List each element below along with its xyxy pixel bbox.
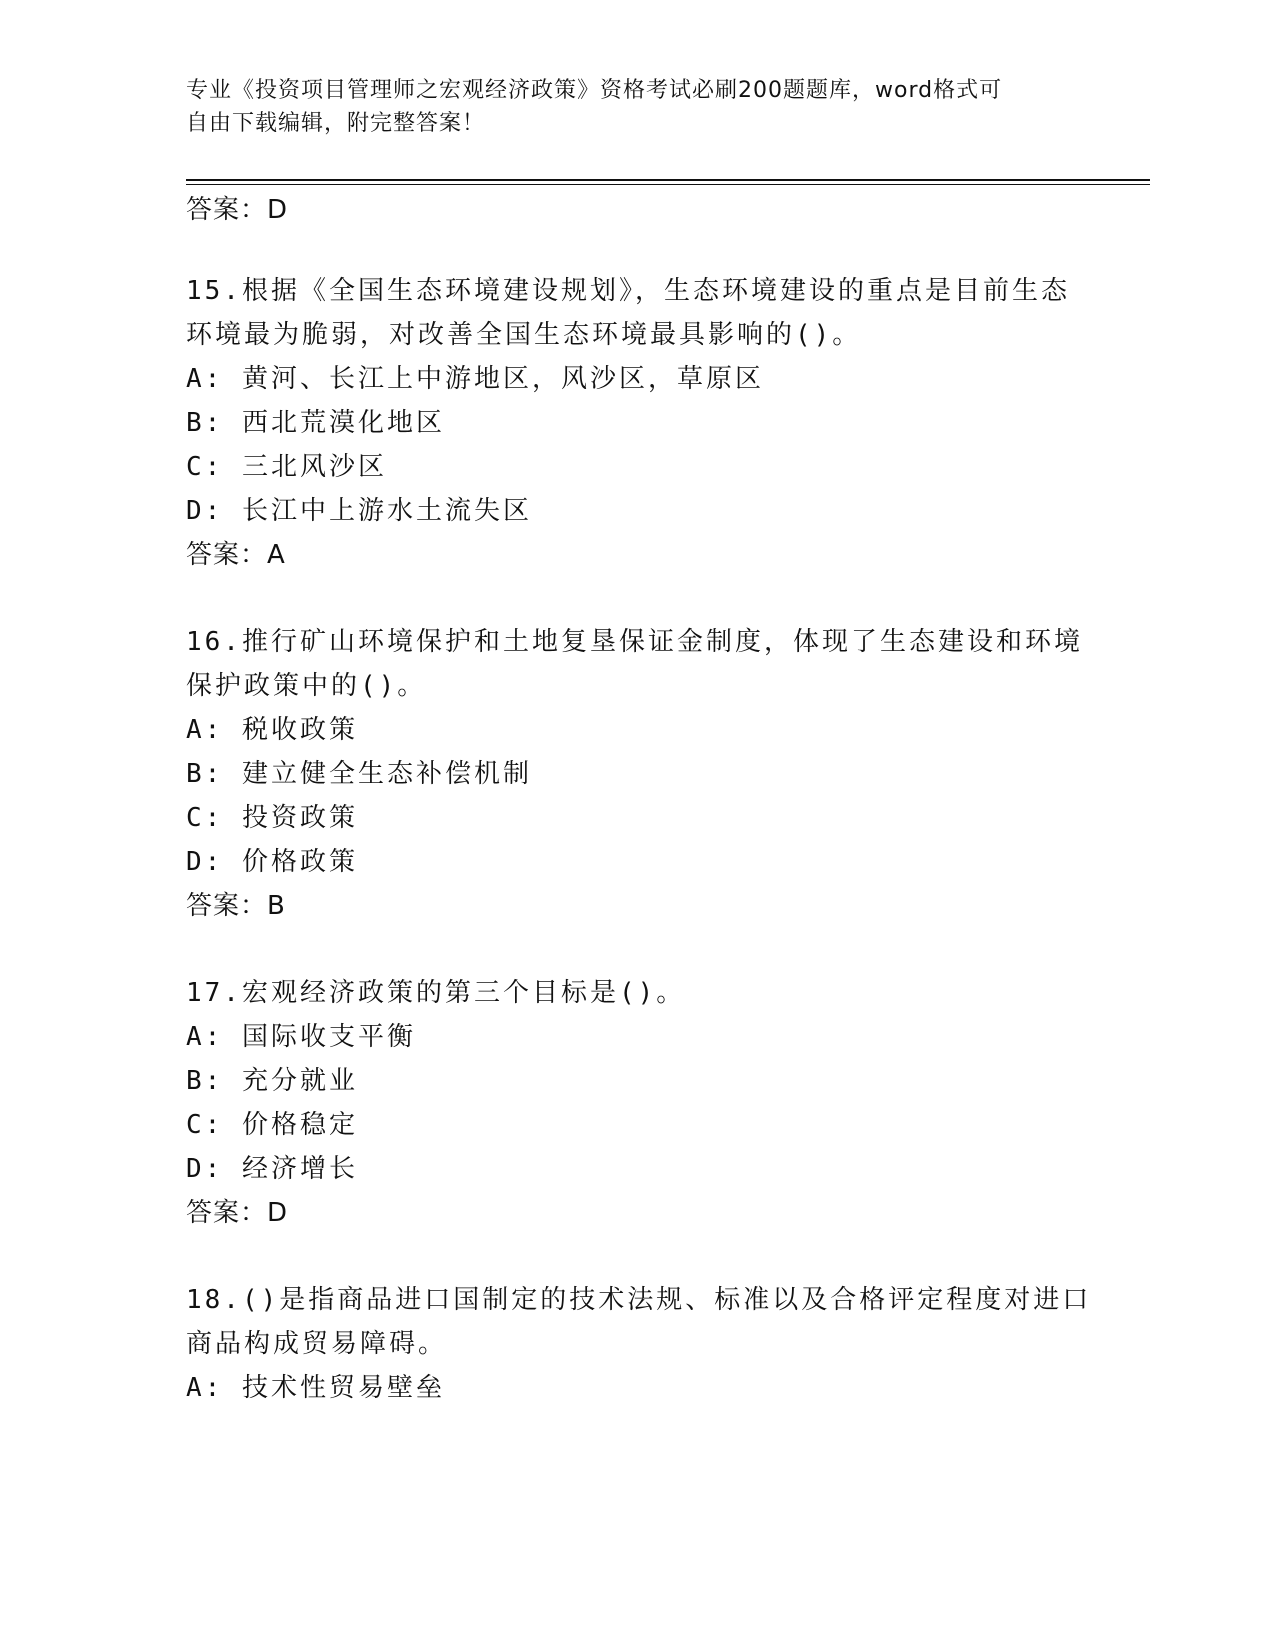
- q17-option-d: D: 经济增长: [186, 1154, 358, 1184]
- q16-stem-line-1: 16.推行矿山环境保护和土地复垦保证金制度，体现了生态建设和环境: [186, 627, 1083, 657]
- q15-stem-line-2: 环境最为脆弱，对改善全国生态环境最具影响的()。: [186, 320, 862, 350]
- q18-stem-line-2: 商品构成贸易障碍。: [186, 1329, 448, 1359]
- document-header: [186, 74, 1066, 140]
- q17-option-b: B: 充分就业: [186, 1066, 358, 1096]
- q15-stem-line-1: 15.根据《全国生态环境建设规划》，生态环境建设的重点是目前生态: [186, 276, 1070, 306]
- q16-stem-line-2: 保护政策中的()。: [186, 671, 427, 701]
- header-line-2: 自由下载编辑，附完整答案！: [186, 111, 486, 136]
- q15-option-a: A: 黄河、长江上中游地区，风沙区，草原区: [186, 364, 764, 394]
- q17-answer: 答案：D: [186, 1198, 289, 1228]
- q16-option-c: C: 投资政策: [186, 803, 358, 833]
- q17-option-a: A: 国际收支平衡: [186, 1022, 416, 1052]
- q17-stem-line-1: 17.宏观经济政策的第三个目标是()。: [186, 978, 686, 1008]
- header-rule-thin: [186, 184, 1150, 185]
- answer-14: 答案：D: [186, 195, 289, 225]
- q15-option-c: C: 三北风沙区: [186, 452, 387, 482]
- header-rule-thick: [186, 179, 1150, 181]
- q16-option-d: D: 价格政策: [186, 847, 358, 877]
- header-line-1: 专业《投资项目管理师之宏观经济政策》资格考试必刷200题题库，word格式可: [186, 78, 1003, 103]
- q16-option-b: B: 建立健全生态补偿机制: [186, 759, 532, 789]
- q15-answer: 答案：A: [186, 540, 286, 570]
- q16-answer: 答案：B: [186, 891, 286, 921]
- q16-option-a: A: 税收政策: [186, 715, 358, 745]
- q18-stem-line-1: 18.()是指商品进口国制定的技术法规、标准以及合格评定程度对进口: [186, 1285, 1092, 1315]
- q18-option-a: A: 技术性贸易壁垒: [186, 1373, 445, 1403]
- q17-option-c: C: 价格稳定: [186, 1110, 358, 1140]
- q15-option-b: B: 西北荒漠化地区: [186, 408, 445, 438]
- q15-option-d: D: 长江中上游水土流失区: [186, 496, 532, 526]
